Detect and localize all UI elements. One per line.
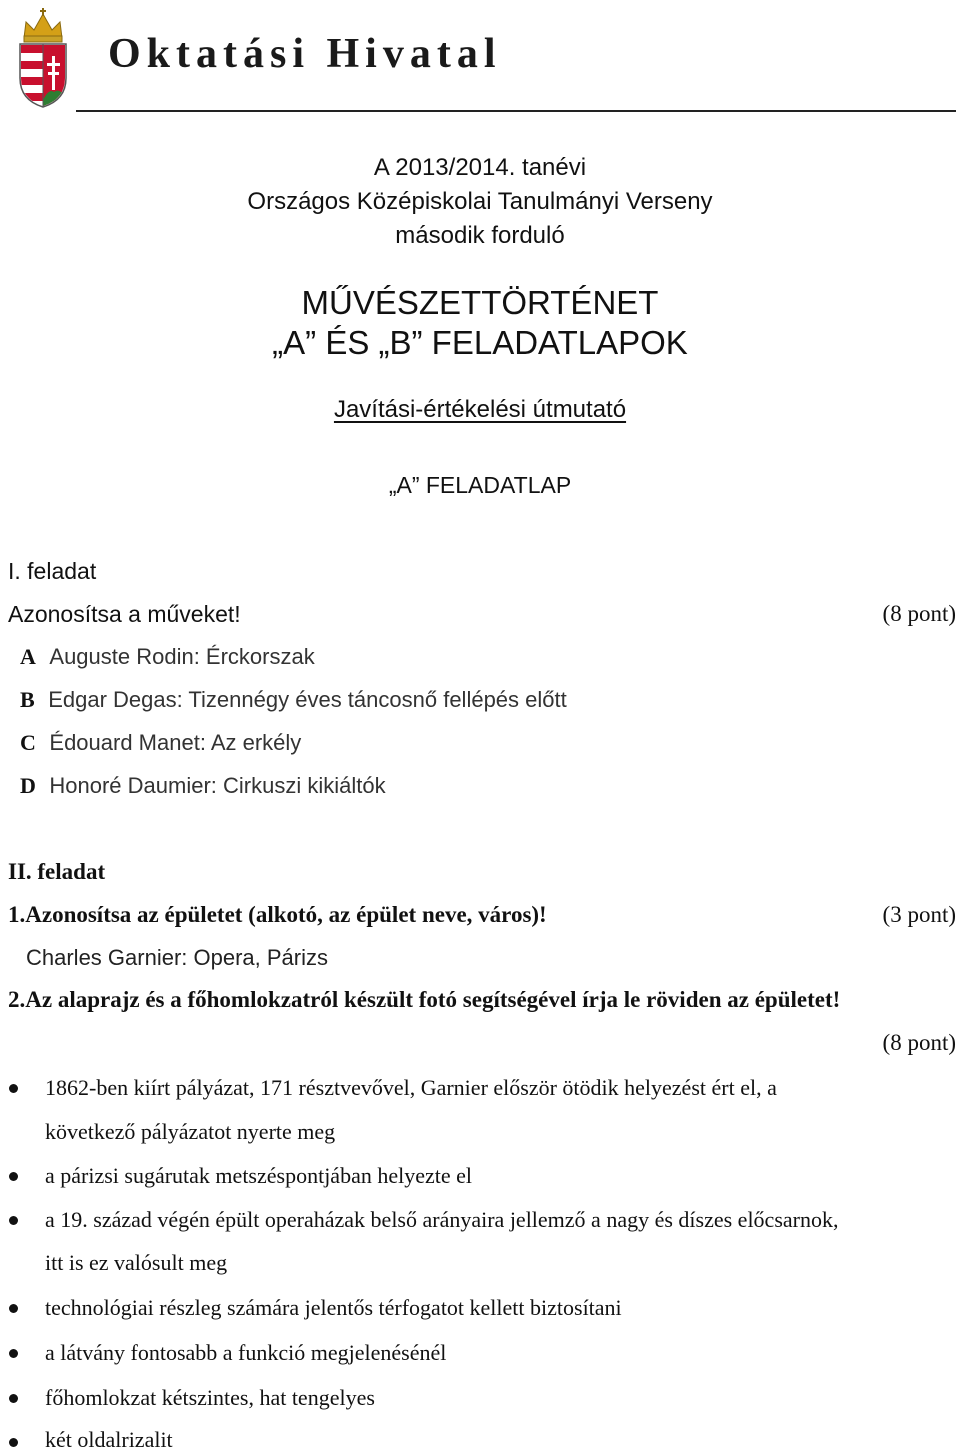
list-item [20,644,315,670]
list-item: a 19. század végén épült operaházak belső arányaira jellemző a nagy és díszes előcsarnok, [45,1207,839,1232]
item-text: Edgar Degas: Tizennégy éves táncosnő fellépés előtt [48,687,567,712]
list-item [20,687,567,713]
list-item [20,730,301,756]
list-item-continuation: itt is ez valósult meg [45,1250,228,1275]
item-text: Auguste Rodin: Érckorszak [49,644,315,669]
task-2-heading: II. feladat [8,859,106,884]
title-line-3: második forduló [395,222,565,249]
question-2: 2.Az alaprajz és a főhomlokzatról készült fotó segítségével írja le röviden az épületet! [8,987,841,1012]
list-item: a párizsi sugárutak metszéspontjában helyezte el [45,1163,472,1188]
list-item [20,773,386,799]
item-text: Édouard Manet: Az erkély [49,730,302,755]
sheets-title: „A” ÉS „B” FELADATLAPOK [272,324,688,361]
list-item: főhomlokzat kétszintes, hat tengelyes [45,1385,375,1410]
header-divider [76,110,956,112]
bullet-icon [9,1172,18,1181]
item-letter: B [20,687,35,712]
item-letter: A [20,644,36,669]
item-letter: C [20,730,36,755]
question-1-answer: Charles Garnier: Opera, Párizs [26,945,328,970]
question-2-points: (8 pont) [882,1030,956,1055]
bullet-icon [9,1438,18,1447]
task-1-heading: I. feladat [8,558,97,584]
list-item-continuation: következő pályázatot nyerte meg [45,1119,336,1144]
guide-title: Javítási-értékelési útmutató [333,396,627,423]
bullet-icon [9,1304,18,1313]
question-1-points: (3 pont) [882,902,956,927]
organization-name: Oktatási Hivatal [108,31,502,77]
bullet-icon [9,1084,18,1093]
subject-title: MŰVÉSZETTÖRTÉNET [301,284,659,321]
list-item: a látvány fontosabb a funkció megjelenésénél [45,1340,447,1365]
bullet-icon [9,1216,18,1225]
question-1: 1.Azonosítsa az épületet (alkotó, az épület neve, város)! [8,902,547,927]
task-1-points: (8 pont) [882,601,956,626]
title-line-2: Országos Középiskolai Tanulmányi Verseny [247,188,713,215]
item-letter: D [20,773,36,798]
bullet-icon [9,1349,18,1358]
list-item: 1862-ben kiírt pályázat, 171 résztvevővel, Garnier először ötödik helyezést ért el, a [45,1075,777,1100]
title-line-1: A 2013/2014. tanévi [373,154,587,181]
list-item: két oldalrizalit [45,1427,173,1452]
item-text: Honoré Daumier: Cirkuszi kikiáltók [49,773,386,798]
bullet-icon [9,1394,18,1403]
sheet-a-title: „A” FELADATLAP [388,472,572,498]
task-1-instruction: Azonosítsa a műveket! [8,601,241,627]
hungarian-coat-of-arms-logo [16,8,70,108]
list-item: technológiai részleg számára jelentős térfogatot kellett biztosítani [45,1295,622,1320]
